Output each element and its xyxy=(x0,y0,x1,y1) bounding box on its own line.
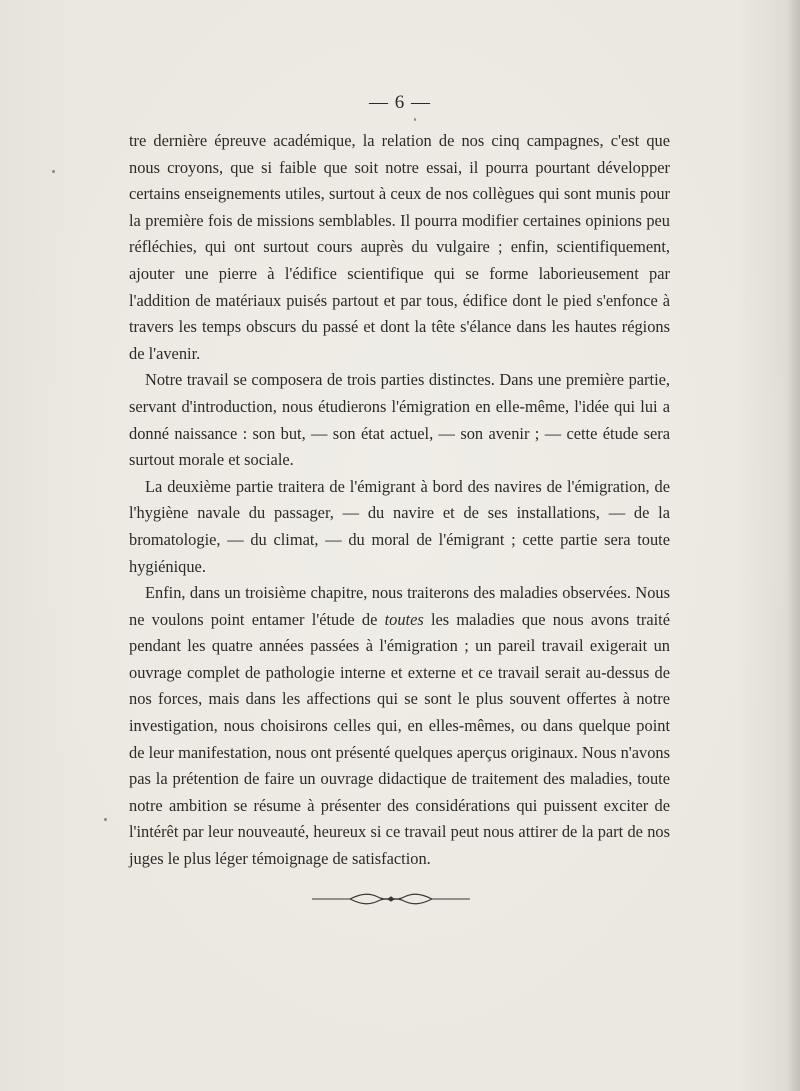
body-text xyxy=(129,128,670,873)
paragraph-4 xyxy=(129,580,670,873)
paragraph-1: tre dernière épreuve académique, la relation de nos cinq campagnes, c'est que nous croyons, que si faible que soit notre essai, il pourra pourtant développer certains enseignements utiles, surtout à ceux de nos collègues qui sont munis pour la première fois de missions semblables. Il pourra modifier certaines opinions peu réfléchies, qui ont surtout cours auprès du vulgaire ; enfin, scientifiquement, ajouter une pierre à l'édifice scientifique qui se forme laborieusement par l'addition de matériaux puisés partout et par tous, édifice dont le pied s'enfonce à travers les temps obscurs du passé et dont la tête s'élance dans les hautes régions de l'avenir. xyxy=(129,131,670,363)
typographic-flourish-icon xyxy=(310,888,472,910)
paper-speck xyxy=(104,818,107,821)
paper-speck xyxy=(414,118,416,121)
page-edge-shadow xyxy=(786,0,800,1091)
paragraph-4-part-2: les maladies que nous avons traité pendant les quatre années passées à l'émigration ; un pareil travail exigerait un ouvrage complet de pathologie interne et externe et ce travail serait au-dessus de nos forces, mais dans les affections qui se sont le plus souvent offertes à notre investigation, nous choisirons celles qui, en elles-mêmes, ou dans quelque point de leur manifestation, nous ont présenté quelques aperçus originaux. Nous n'avons pas la prétention de faire un ouvrage didactique de traitement des maladies, toute notre ambition se résume à présenter des considérations qui puissent exciter de l'intérêt par leur nouveauté, heureux si ce travail peut nous attirer de la part de nos juges le plus léger témoignage de satisfaction. xyxy=(129,609,670,869)
paper-speck xyxy=(52,170,55,173)
paragraph-3: La deuxième partie traitera de l'émigrant à bord des navires de l'émigration, de l'hygiène navale du passager, — du navire et de ses installations, — de la bromatologie, — du climat, — du moral de l'émigrant ; cette partie sera toute hygiénique. xyxy=(129,476,670,576)
paragraph-4-emphasis: toutes xyxy=(384,609,424,629)
paragraph-4-part-1: Enfin, dans un troisième chapitre, nous traiterons des maladies observées. Nous ne voulons point entamer l'étude de xyxy=(129,583,670,629)
page-number: — 6 — xyxy=(369,92,431,113)
paragraph-2: Notre travail se composera de trois parties distinctes. Dans une première partie, servant d'introduction, nous étudierons l'émigration en elle-même, l'idée qui lui a donné naissance : son but, — son état actuel, — son avenir ; — cette étude sera surtout morale et sociale. xyxy=(129,370,670,470)
